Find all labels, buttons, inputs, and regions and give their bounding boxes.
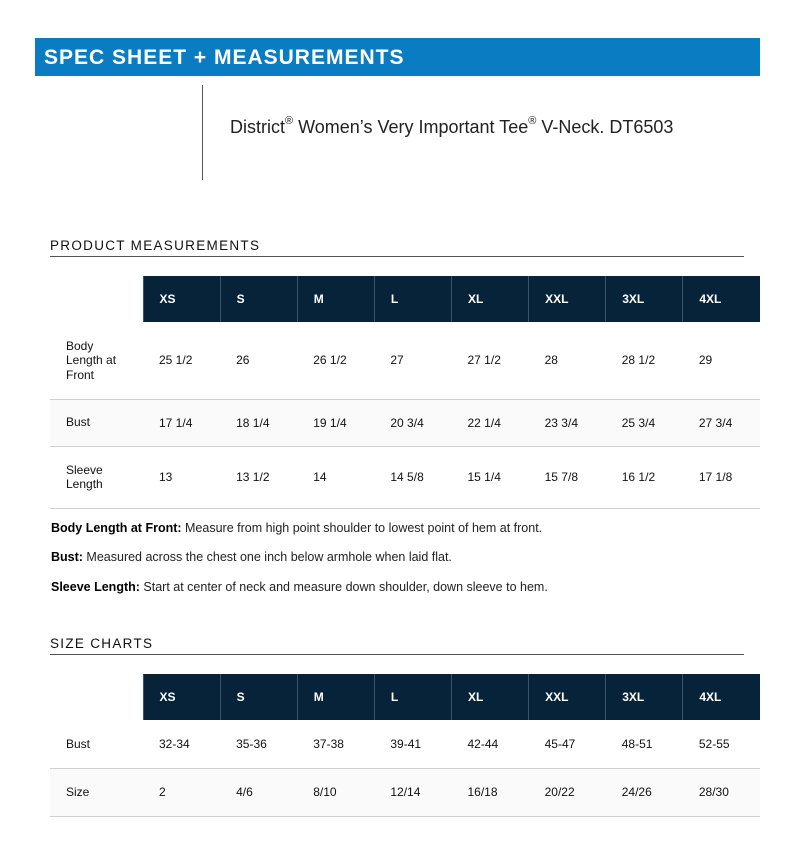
product-brand: District (230, 117, 285, 137)
size-header: S (220, 276, 297, 322)
table-cell: 45-47 (529, 720, 606, 768)
product-name: Women’s Very Important Tee (293, 117, 529, 137)
size-charts-section-rule (50, 654, 744, 655)
table-cell: 12/14 (374, 768, 451, 816)
table-cell: 27 1/2 (452, 322, 529, 399)
table-row (50, 446, 760, 508)
size-header: XL (452, 276, 529, 322)
table-cell: 29 (683, 322, 760, 399)
table-cell: 18 1/4 (220, 399, 297, 446)
table-cell: 13 1/2 (220, 446, 297, 508)
measurements-table (50, 276, 760, 509)
table-cell: 35-36 (220, 720, 297, 768)
table-cell: 15 1/4 (452, 446, 529, 508)
size-charts-section-title: SIZE CHARTS (50, 636, 154, 651)
table-cell: 4/6 (220, 768, 297, 816)
header-banner (35, 38, 760, 76)
table-cell: 15 7/8 (529, 446, 606, 508)
size-header: M (297, 674, 374, 720)
row-label: Bust (50, 399, 143, 446)
size-header: XXL (529, 674, 606, 720)
size-header: 4XL (683, 276, 760, 322)
table-cell: 37-38 (297, 720, 374, 768)
size-header: 3XL (606, 674, 683, 720)
table-cell: 26 1/2 (297, 322, 374, 399)
table-cell: 19 1/4 (297, 399, 374, 446)
table-row (50, 720, 760, 768)
table-cell: 27 3/4 (683, 399, 760, 446)
table-cell: 22 1/4 (452, 399, 529, 446)
size-header: 3XL (606, 276, 683, 322)
table-cell: 39-41 (374, 720, 451, 768)
table-cell: 28/30 (683, 768, 760, 816)
measurements-section-title: PRODUCT MEASUREMENTS (50, 238, 261, 253)
size-header: 4XL (683, 674, 760, 720)
header-blank-cell (50, 276, 143, 322)
size-header: L (374, 674, 451, 720)
size-header: L (374, 276, 451, 322)
table-cell: 17 1/8 (683, 446, 760, 508)
size-header: XS (143, 674, 220, 720)
note-bust: Bust: Measured across the chest one inch below armhole when laid flat. (51, 550, 452, 564)
table-cell: 32-34 (143, 720, 220, 768)
size-header: S (220, 674, 297, 720)
header-blank-cell (50, 674, 143, 720)
product-style: V-Neck. DT6503 (536, 117, 674, 137)
table-cell: 20/22 (529, 768, 606, 816)
table-cell: 14 5/8 (374, 446, 451, 508)
table-cell: 24/26 (606, 768, 683, 816)
table-row (50, 399, 760, 446)
product-title (230, 117, 673, 138)
registered-mark: ® (285, 115, 294, 127)
table-cell: 28 1/2 (606, 322, 683, 399)
table-cell: 26 (220, 322, 297, 399)
note-sleeve-length: Sleeve Length: Start at center of neck and measure down shoulder, down sleeve to hem. (51, 580, 548, 594)
table-cell: 52-55 (683, 720, 760, 768)
table-cell: 28 (529, 322, 606, 399)
table-row (50, 322, 760, 399)
table-cell: 17 1/4 (143, 399, 220, 446)
table-cell: 20 3/4 (374, 399, 451, 446)
size-header: XL (452, 674, 529, 720)
table-row (50, 768, 760, 816)
table-cell: 14 (297, 446, 374, 508)
size-header: M (297, 276, 374, 322)
registered-mark-2: ® (528, 115, 537, 127)
size-chart-table (50, 674, 760, 817)
size-header: XXL (529, 276, 606, 322)
table-cell: 8/10 (297, 768, 374, 816)
banner-title: SPEC SHEET + MEASUREMENTS (44, 46, 405, 69)
measurements-section-rule (50, 256, 744, 257)
table-cell: 13 (143, 446, 220, 508)
note-body-length: Body Length at Front: Measure from high point shoulder to lowest point of hem at front. (51, 521, 543, 535)
size-header: XS (143, 276, 220, 322)
table-cell: 25 1/2 (143, 322, 220, 399)
row-label: Size (50, 768, 143, 816)
size-chart-header-row (50, 674, 760, 720)
table-cell: 2 (143, 768, 220, 816)
table-cell: 16 1/2 (606, 446, 683, 508)
table-cell: 48-51 (606, 720, 683, 768)
measurements-header-row (50, 276, 760, 322)
vertical-divider (202, 85, 203, 180)
table-cell: 23 3/4 (529, 399, 606, 446)
table-cell: 25 3/4 (606, 399, 683, 446)
table-cell: 42-44 (452, 720, 529, 768)
table-cell: 27 (374, 322, 451, 399)
row-label: Body Length at Front (50, 322, 143, 399)
row-label: Sleeve Length (50, 446, 143, 508)
row-label: Bust (50, 720, 143, 768)
table-cell: 16/18 (452, 768, 529, 816)
